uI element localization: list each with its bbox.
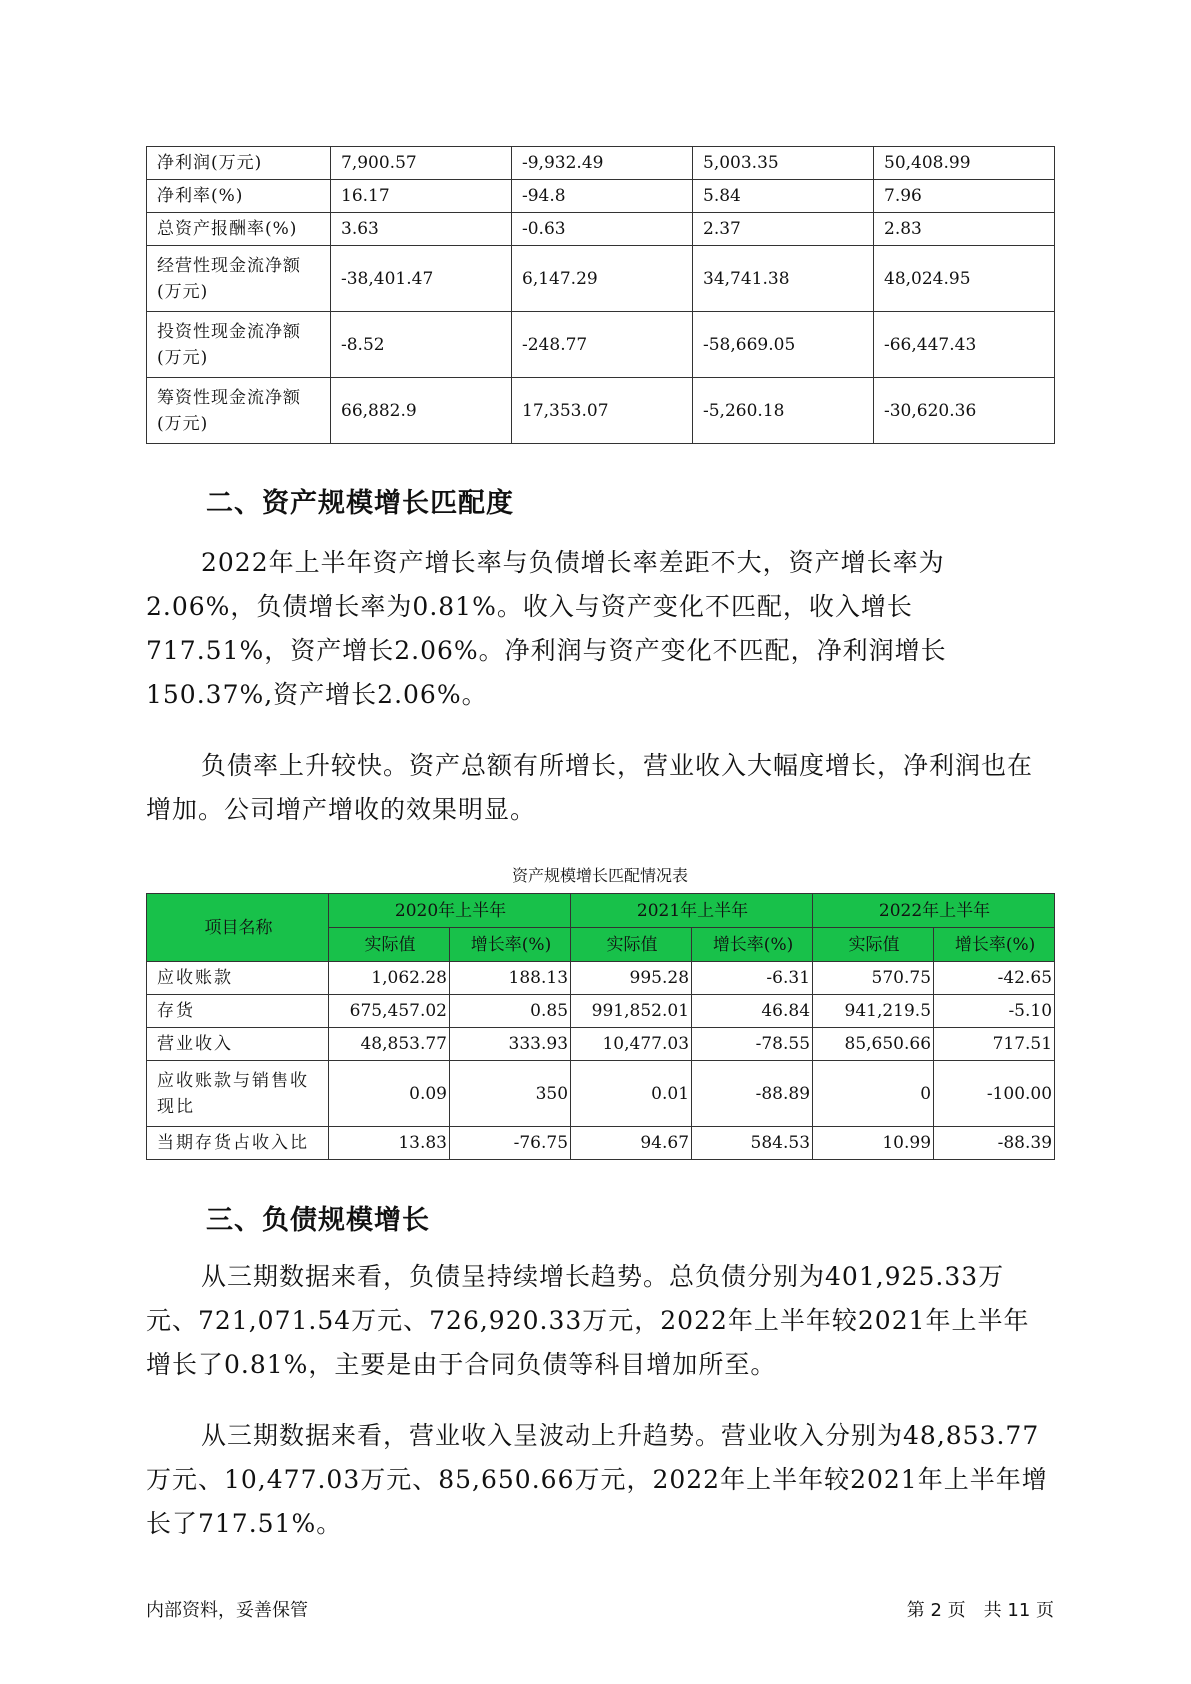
table-cell: 34,741.38 xyxy=(693,246,874,312)
row-label: 营业收入 xyxy=(147,1028,329,1061)
paragraph: 从三期数据来看，负债呈持续增长趋势。总负债分别为401,925.33万元、721,071.54万元、726,920.33万元，2022年上半年较2021年上半年增长了0.81%，主要是由于合同负债等科目增加所至。 xyxy=(146,1262,1030,1379)
table-cell: 10,477.03 xyxy=(571,1028,692,1061)
table-row xyxy=(147,246,1055,312)
table-cell: 717.51 xyxy=(934,1028,1055,1061)
footer-confidential-note: 内部资料，妥善保管 xyxy=(146,1600,308,1621)
table-row xyxy=(147,378,1055,444)
header-actual: 实际值 xyxy=(329,928,450,962)
table-row xyxy=(147,213,1055,246)
table-cell: 5.84 xyxy=(693,180,874,213)
header-item-name: 项目名称 xyxy=(147,894,329,962)
table-cell: 10.99 xyxy=(813,1127,934,1160)
table-cell: -248.77 xyxy=(512,312,693,378)
row-label: 总资产报酬率(%) xyxy=(147,213,331,246)
row-label: 应收账款与销售收现比 xyxy=(147,1061,329,1127)
table-cell: 17,353.07 xyxy=(512,378,693,444)
table-cell: -94.8 xyxy=(512,180,693,213)
table-cell: 46.84 xyxy=(692,995,813,1028)
header-growth: 增长率(%) xyxy=(692,928,813,962)
table-row xyxy=(147,147,1055,180)
table-cell: -78.55 xyxy=(692,1028,813,1061)
table-cell: 7.96 xyxy=(874,180,1055,213)
table-cell: -38,401.47 xyxy=(331,246,512,312)
table-cell: -42.65 xyxy=(934,962,1055,995)
table-cell: 333.93 xyxy=(450,1028,571,1061)
table-cell: -5.10 xyxy=(934,995,1055,1028)
table-cell: -58,669.05 xyxy=(693,312,874,378)
table-caption: 资产规模增长匹配情况表 xyxy=(511,866,688,885)
row-label: 应收账款 xyxy=(147,962,329,995)
table-cell: 16.17 xyxy=(331,180,512,213)
table-cell: 94.67 xyxy=(571,1127,692,1160)
table-cell: -66,447.43 xyxy=(874,312,1055,378)
table-cell: 0 xyxy=(813,1061,934,1127)
table-cell: 570.75 xyxy=(813,962,934,995)
row-label: 经营性现金流净额(万元) xyxy=(147,246,331,312)
table-cell: 50,408.99 xyxy=(874,147,1055,180)
paragraph: 2022年上半年资产增长率与负债增长率差距不大，资产增长率为2.06%，负债增长率为0.81%。收入与资产变化不匹配，收入增长717.51%，资产增长2.06%。净利润与资产变化不匹配，净利润增长150.37%,资产增长2.06%。 xyxy=(146,548,947,709)
table-cell: -30,620.36 xyxy=(874,378,1055,444)
row-label: 筹资性现金流净额(万元) xyxy=(147,378,331,444)
table-cell: -6.31 xyxy=(692,962,813,995)
table-cell: -100.00 xyxy=(934,1061,1055,1127)
header-growth: 增长率(%) xyxy=(450,928,571,962)
table-cell: 7,900.57 xyxy=(331,147,512,180)
header-actual: 实际值 xyxy=(571,928,692,962)
table-row xyxy=(147,1028,1055,1061)
table-cell: -88.39 xyxy=(934,1127,1055,1160)
header-growth: 增长率(%) xyxy=(934,928,1055,962)
table-cell: 48,024.95 xyxy=(874,246,1055,312)
table-cell: 13.83 xyxy=(329,1127,450,1160)
table-cell: 941,219.5 xyxy=(813,995,934,1028)
table-cell: 6,147.29 xyxy=(512,246,693,312)
table-row xyxy=(147,180,1055,213)
table-cell: 0.01 xyxy=(571,1061,692,1127)
table-cell: 995.28 xyxy=(571,962,692,995)
table-header-row xyxy=(147,894,1055,928)
row-label: 当期存货占收入比 xyxy=(147,1127,329,1160)
table-cell: -0.63 xyxy=(512,213,693,246)
financial-indicators-table xyxy=(146,146,1055,444)
table-row xyxy=(147,312,1055,378)
table-cell: 0.85 xyxy=(450,995,571,1028)
header-period: 2022年上半年 xyxy=(813,894,1055,928)
row-label: 净利率(%) xyxy=(147,180,331,213)
table-cell: -5,260.18 xyxy=(693,378,874,444)
table-cell: 350 xyxy=(450,1061,571,1127)
table-cell: 3.63 xyxy=(331,213,512,246)
table-cell: 991,852.01 xyxy=(571,995,692,1028)
section-heading: 三、负债规模增长 xyxy=(206,1205,430,1236)
table-cell: 584.53 xyxy=(692,1127,813,1160)
table-row xyxy=(147,1127,1055,1160)
asset-growth-table xyxy=(146,893,1055,1160)
table-cell: -76.75 xyxy=(450,1127,571,1160)
table-row xyxy=(147,1061,1055,1127)
table-cell: 85,650.66 xyxy=(813,1028,934,1061)
table-cell: 48,853.77 xyxy=(329,1028,450,1061)
table-cell: 5,003.35 xyxy=(693,147,874,180)
table-cell: 188.13 xyxy=(450,962,571,995)
table-row xyxy=(147,962,1055,995)
paragraph: 从三期数据来看，营业收入呈波动上升趋势。营业收入分别为48,853.77万元、10,477.03万元、85,650.66万元，2022年上半年较2021年上半年增长了717.51%。 xyxy=(146,1421,1048,1538)
header-period: 2021年上半年 xyxy=(571,894,813,928)
row-label: 投资性现金流净额(万元) xyxy=(147,312,331,378)
table-cell: -88.89 xyxy=(692,1061,813,1127)
table-cell: -8.52 xyxy=(331,312,512,378)
paragraph: 负债率上升较快。资产总额有所增长，营业收入大幅度增长，净利润也在增加。公司增产增收的效果明显。 xyxy=(146,751,1034,824)
table-cell: -9,932.49 xyxy=(512,147,693,180)
table-cell: 66,882.9 xyxy=(331,378,512,444)
page-number: 第 2 页 共 11 页 xyxy=(906,1600,1054,1621)
table-cell: 675,457.02 xyxy=(329,995,450,1028)
table-cell: 2.37 xyxy=(693,213,874,246)
table-cell: 0.09 xyxy=(329,1061,450,1127)
table-cell: 2.83 xyxy=(874,213,1055,246)
row-label: 净利润(万元) xyxy=(147,147,331,180)
table-row xyxy=(147,995,1055,1028)
section-heading: 二、资产规模增长匹配度 xyxy=(206,488,514,519)
table-cell: 1,062.28 xyxy=(329,962,450,995)
header-actual: 实际值 xyxy=(813,928,934,962)
row-label: 存货 xyxy=(147,995,329,1028)
header-period: 2020年上半年 xyxy=(329,894,571,928)
